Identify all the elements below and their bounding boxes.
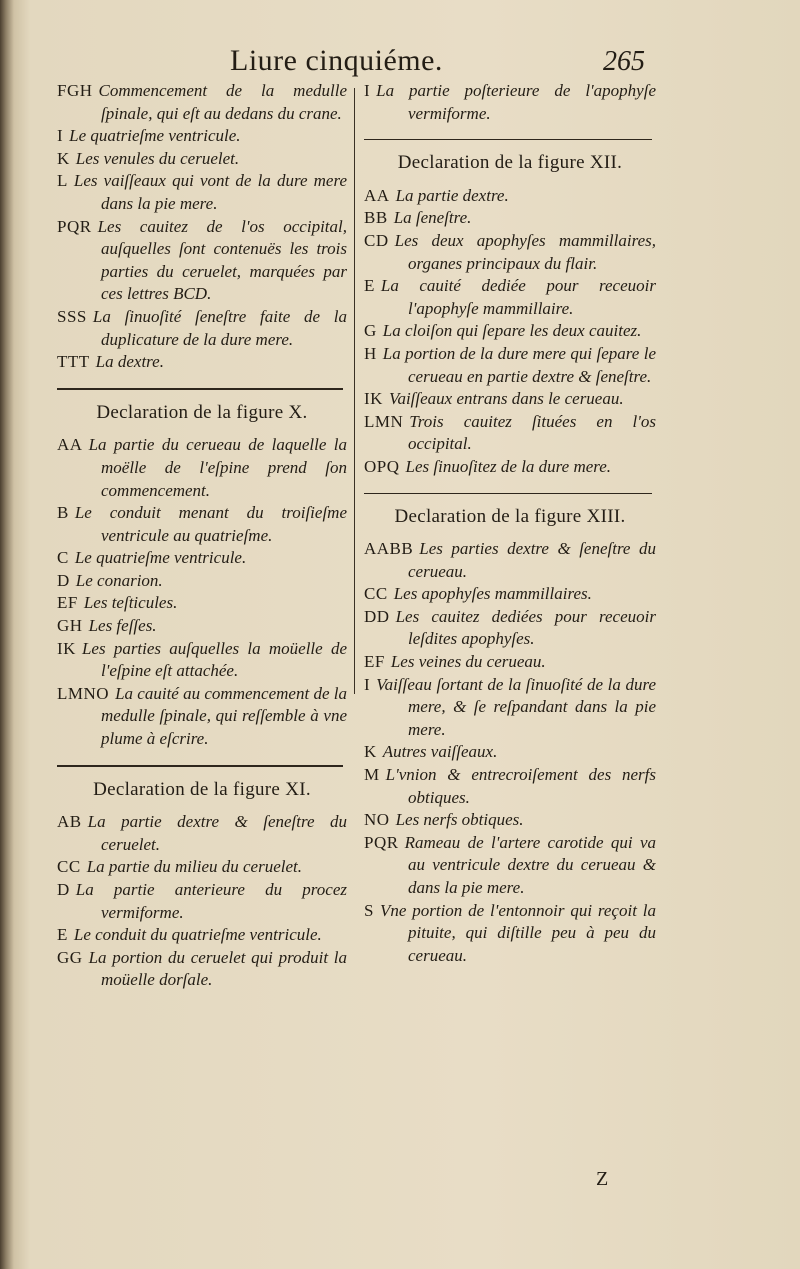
legend-entry: [364, 207, 656, 230]
legend-entry: [364, 320, 656, 343]
legend-entry: [364, 538, 656, 583]
column-divider: [354, 88, 355, 694]
entry-key: LMNO: [57, 683, 110, 703]
legend-entry: [364, 80, 656, 125]
legend-entry: [57, 811, 347, 856]
entry-text: Le quatrieſme ventricule.: [69, 126, 241, 146]
entry-text: La portion du ceruelet qui produit la moüelle dorſale.: [88, 947, 347, 990]
entry-text: La partie du cerueau de laquelle la moëlle de l'eſpine prend ſon commencement.: [88, 435, 347, 500]
legend-entry: [364, 651, 656, 674]
entry-key: OPQ: [364, 456, 400, 476]
legend-entry: [364, 832, 656, 900]
entries-figure-xi: [57, 811, 347, 992]
entry-key: CC: [57, 857, 81, 877]
entry-key: AB: [57, 812, 82, 832]
section-rule: [57, 388, 343, 390]
entry-text: Rameau de l'artere carotide qui va au ventricule dextre du cerueau & dans la pie mere.: [404, 832, 656, 897]
legend-entry: [57, 947, 347, 992]
entry-text: Les parties auſquelles la moüelle de l'eſpine eſt attachée.: [81, 638, 347, 681]
signature-mark: Z: [596, 1168, 609, 1190]
entry-text: La partie dextre & ſeneſtre du ceruelet.: [87, 812, 347, 854]
entry-key: AA: [364, 185, 390, 205]
entry-key: E: [364, 276, 375, 296]
entry-key: CC: [364, 584, 388, 604]
entry-text: La dextre.: [95, 352, 164, 372]
legend-entry: [364, 185, 656, 208]
entry-key: D: [57, 570, 70, 590]
entry-key: PQR: [364, 832, 399, 852]
page-number: 265: [603, 46, 645, 77]
entry-text: La portion de la dure mere qui ſepare le cerueau en partie dextre & ſeneſtre.: [382, 343, 656, 386]
legend-entry: [57, 306, 347, 351]
entry-key: I: [364, 674, 371, 694]
entry-key: LMN: [364, 411, 404, 431]
legend-entry: [57, 351, 347, 374]
section-heading-figure-x: Declaration de la figure X.: [96, 401, 308, 423]
right-column: [364, 80, 656, 967]
entry-text: Vaiſſeau ſortant de la ſinuoſité de la dure mere, & ſe reſpandant dans la pie mere.: [376, 674, 656, 739]
entry-text: Les cauitez de l'os occipital, auſquelles ſont contenuës les trois parties du ceruelet, marquées par ces lettres BCD.: [97, 216, 347, 304]
entry-key: PQR: [57, 216, 92, 236]
entry-text: Le quatrieſme ventricule.: [74, 548, 247, 568]
section-rule: [364, 493, 652, 494]
legend-entry: [364, 674, 656, 742]
entries-figure-xii: [364, 185, 656, 479]
legend-entry: [57, 924, 347, 947]
entry-key: D: [57, 880, 70, 899]
entry-key: EF: [364, 652, 385, 672]
entry-key: IK: [57, 638, 76, 658]
entry-key: IK: [364, 389, 383, 409]
legend-entry: [57, 638, 347, 683]
entry-text: Les cauitez dediées pour receuoir leſdites apophyſes.: [395, 606, 656, 649]
legend-entry: [364, 741, 656, 764]
entry-text: Les apophyſes mammillaires.: [393, 584, 592, 604]
entry-key: AABB: [364, 539, 414, 559]
entry-key: I: [364, 81, 371, 100]
legend-entry: [364, 456, 656, 479]
legend-entry: [57, 683, 347, 751]
section-rule: [364, 139, 652, 140]
legend-entry: [364, 343, 656, 388]
legend-entry: [57, 148, 347, 171]
entry-text: Les veines du cerueau.: [390, 652, 546, 672]
entry-text: Les venules du ceruelet.: [75, 148, 240, 168]
entry-text: La cauité au commencement de la medulle ſpinale, qui reſſemble à vne plume à eſcrire.: [101, 683, 347, 749]
entry-key: GH: [57, 616, 83, 636]
entry-key: S: [364, 900, 374, 920]
legend-entry: [364, 411, 656, 456]
left-column: [57, 80, 347, 992]
legend-entry: [364, 809, 656, 832]
entry-text: Commencement de la medulle ſpinale, qui eſt au dedans du crane.: [98, 81, 347, 123]
entry-key: I: [57, 126, 64, 146]
legend-entry: [57, 547, 347, 570]
entry-key: G: [364, 321, 377, 341]
entry-text: Vne portion de l'entonnoir qui reçoit la pituite, qui diſtille peu à peu du cerueau.: [379, 900, 656, 965]
entry-text: Les ſinuoſitez de la dure mere.: [405, 456, 612, 476]
legend-entry: [364, 606, 656, 651]
legend-entry: [57, 856, 347, 879]
entry-text: Les deux apophyſes mammillaires, organes principaux du flair.: [394, 230, 656, 273]
entry-key: L: [57, 171, 68, 191]
legend-entry: [364, 583, 656, 606]
running-title: Liure cinquiéme.: [230, 44, 443, 77]
legend-entry: [57, 879, 347, 924]
entry-text: Autres vaiſſeaux.: [382, 742, 498, 762]
entry-text: L'vnion & entrecroiſement des nerfs obtiques.: [385, 765, 656, 807]
entry-text: Vaiſſeaux entrans dans le cerueau.: [388, 389, 624, 409]
legend-entry: [57, 592, 347, 615]
entry-text: La ſeneſtre.: [393, 208, 472, 228]
entry-text: Les vaiſſeaux qui vont de la dure mere dans la pie mere.: [73, 171, 347, 213]
legend-entry: [364, 388, 656, 411]
page-header: [0, 44, 800, 84]
entry-key: H: [364, 343, 377, 363]
entry-text: Les nerfs obtiques.: [395, 810, 524, 830]
entry-key: M: [364, 765, 380, 785]
entry-key: C: [57, 548, 69, 568]
entry-text: La partie du milieu du ceruelet.: [86, 857, 302, 877]
entry-key: CD: [364, 230, 389, 250]
legend-entry: [364, 230, 656, 275]
entry-text: La partie anterieure du procez vermiforme.: [75, 880, 347, 922]
legend-entry: [57, 170, 347, 215]
entry-text: Les teſticules.: [83, 593, 178, 613]
entry-key: E: [57, 925, 68, 945]
entry-text: La ſinuoſité ſeneſtre faite de la duplicature de la dure mere.: [92, 306, 347, 349]
legend-entry: [364, 764, 656, 809]
entry-key: K: [57, 148, 70, 168]
entry-key: NO: [364, 810, 390, 830]
entry-text: Le conduit du quatrieſme ventricule.: [73, 925, 322, 945]
legend-entry: [57, 125, 347, 148]
legend-entry: [57, 80, 347, 125]
section-heading-figure-xii: Declaration de la figure XII.: [397, 152, 623, 174]
entry-text: La cloiſon qui ſepare les deux cauitez.: [382, 321, 642, 341]
entry-text: Les feſſes.: [88, 616, 157, 636]
legend-entry: [57, 615, 347, 638]
entries-figure-ix-continued: [57, 80, 347, 374]
entries-figure-xiii: [364, 538, 656, 967]
legend-entry: [57, 216, 347, 306]
entry-key: FGH: [57, 81, 93, 100]
entry-key: AA: [57, 435, 83, 455]
entries-figure-xi-continued: [364, 80, 656, 125]
legend-entry: [364, 275, 656, 320]
entry-key: SSS: [57, 306, 87, 326]
section-heading-figure-xi: Declaration de la figure XI.: [93, 778, 311, 800]
legend-entry: [57, 502, 347, 547]
legend-entry: [57, 434, 347, 502]
entry-key: B: [57, 503, 69, 523]
legend-entry: [364, 900, 656, 968]
entry-key: BB: [364, 208, 388, 228]
entry-key: TTT: [57, 352, 90, 372]
section-heading-figure-xiii: Declaration de la figure XIII.: [394, 505, 626, 527]
entry-key: DD: [364, 606, 390, 626]
section-rule: [57, 765, 343, 767]
entry-text: La partie poſterieure de l'apophyſe vermiforme.: [376, 81, 656, 123]
entry-text: La cauité dediée pour receuoir l'apophyſe mammillaire.: [380, 276, 656, 318]
entry-key: GG: [57, 947, 83, 967]
entry-text: La partie dextre.: [395, 185, 509, 205]
entry-key: EF: [57, 593, 78, 613]
entry-text: Le conduit menant du troiſieſme ventricule au quatrieſme.: [74, 503, 347, 545]
legend-entry: [57, 570, 347, 593]
entry-key: K: [364, 742, 377, 762]
entries-figure-x: [57, 434, 347, 750]
entry-text: Trois cauitez ſituées en l'os occipital.: [408, 411, 656, 454]
entry-text: Les parties dextre & ſeneſtre du cerueau.: [408, 539, 656, 581]
entry-text: Le conarion.: [75, 570, 163, 590]
